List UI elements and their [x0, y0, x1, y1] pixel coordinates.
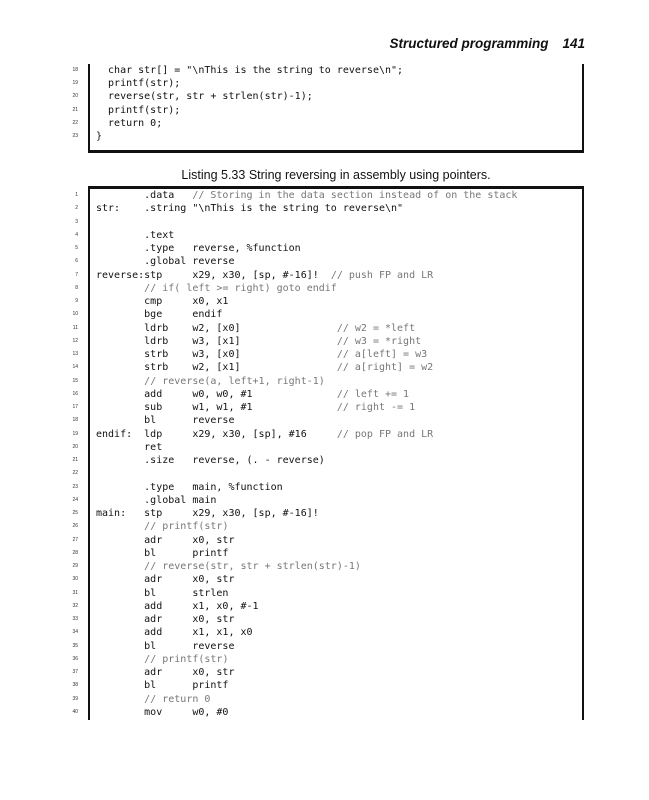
code-text [96, 534, 234, 547]
line-number: 33 [72, 616, 78, 622]
code-text [96, 666, 234, 679]
code-instruction: add x1, x1, x0 [96, 627, 253, 639]
line-number: 18 [72, 417, 78, 424]
line-number: 21 [72, 106, 78, 113]
line-number: 9 [75, 298, 78, 304]
code-text [96, 308, 222, 321]
code-text [96, 77, 180, 90]
code-instruction [96, 283, 144, 294]
code-text [96, 202, 403, 215]
code-line [72, 587, 582, 600]
code-comment: // printf(str) [144, 653, 229, 665]
code-line [72, 693, 582, 706]
line-number: 26 [72, 523, 78, 530]
line-number: 6 [75, 258, 78, 265]
code-line [72, 454, 582, 467]
code-instruction: cmp x0, x1 [96, 296, 229, 307]
code-text [96, 587, 228, 600]
line-number: 30 [72, 576, 78, 583]
code-text [96, 626, 253, 639]
code-text [96, 693, 210, 706]
code-text [96, 90, 313, 103]
line-number: 36 [72, 655, 78, 662]
code-instruction: ldrb w3, [x1] [96, 335, 337, 347]
code-instruction: adr x0, str [96, 667, 235, 678]
code-comment: // Storing in the data section instead of on the stack [192, 190, 518, 201]
line-number: 7 [75, 271, 78, 278]
code-text [96, 428, 433, 441]
code-line [75, 295, 582, 308]
code-text [96, 454, 325, 467]
code-line [75, 269, 582, 282]
code-comment: // reverse(a, left+1, right-1) [144, 375, 325, 387]
line-number: 11 [72, 324, 78, 331]
code-comment: // right -= 1 [336, 402, 416, 413]
code-line [72, 520, 582, 533]
code-instruction: mov w0, #0 [96, 706, 229, 718]
code-instruction: add x1, x0, #-1 [96, 600, 259, 612]
code-line [72, 90, 582, 103]
code-comment: // push FP and LR [330, 269, 434, 281]
line-number: 5 [75, 245, 78, 251]
code-instruction: adr x0, str [96, 614, 235, 625]
code-line [72, 130, 582, 143]
code-text [96, 613, 234, 626]
code-instruction: ldrb w2, [x0] [96, 322, 337, 334]
code-text [96, 679, 228, 692]
line-number: 23 [72, 483, 78, 490]
code-text [96, 507, 319, 520]
code-line [72, 666, 582, 679]
code-instruction: } [96, 130, 103, 142]
line-number: 1 [75, 192, 78, 198]
code-line [72, 626, 582, 639]
code-line [72, 640, 582, 653]
code-instruction: strb w3, [x0] [96, 349, 337, 360]
code-instruction: reverse(str, str + strlen(str)-1); [96, 91, 313, 103]
code-instruction: endif: ldp x29, x30, [sp], #16 [96, 428, 337, 440]
line-number: 3 [75, 218, 78, 225]
code-line [75, 189, 582, 202]
line-number: 10 [72, 311, 78, 318]
code-text [96, 242, 301, 255]
code-comment: // pop FP and LR [336, 428, 434, 440]
code-text [96, 388, 409, 401]
page-number: 141 [562, 36, 585, 51]
code-line [72, 322, 582, 335]
code-instruction: adr x0, str [96, 574, 235, 586]
code-line [72, 467, 582, 480]
code-instruction: char str[] = "\nThis is the string to reverse\n"; [96, 65, 404, 76]
code-comment: // a[left] = w3 [336, 349, 428, 360]
line-number: 39 [72, 695, 78, 702]
code-text [96, 441, 162, 454]
code-line [72, 679, 582, 692]
code-comment: // if( left >= right) goto endif [144, 282, 337, 294]
code-line [72, 401, 582, 414]
code-text [96, 189, 517, 202]
code-instruction: .data [96, 190, 193, 201]
line-number: 22 [72, 470, 78, 477]
code-text [96, 600, 259, 613]
code-instruction: bl printf [96, 680, 229, 692]
line-number: 16 [72, 390, 78, 397]
code-instruction: .type main, %function [96, 481, 283, 493]
code-comment: // reverse(str, str + strlen(str)-1) [144, 561, 361, 572]
code-line [72, 388, 582, 401]
code-line [72, 573, 582, 586]
line-number: 21 [72, 457, 78, 463]
code-text [96, 335, 421, 348]
code-instruction: ret [96, 441, 163, 453]
line-number: 18 [72, 67, 78, 73]
code-line [72, 481, 582, 494]
line-number: 20 [72, 93, 78, 100]
line-number: 31 [72, 589, 78, 596]
code-text [96, 117, 162, 130]
line-number: 22 [72, 119, 78, 126]
code-text [96, 414, 234, 427]
code-line [72, 534, 582, 547]
code-comment: // w2 = *left [336, 322, 416, 334]
line-number: 8 [75, 284, 78, 291]
code-text [96, 573, 234, 586]
code-line [72, 428, 582, 441]
code-line [75, 255, 582, 268]
code-instruction: strb w2, [x1] [96, 362, 337, 374]
code-instruction: reverse:stp x29, x30, [sp, #-16]! [96, 269, 331, 281]
code-text [96, 706, 228, 719]
code-text [96, 322, 415, 335]
code-instruction: bl reverse [96, 415, 235, 427]
line-number: 13 [72, 351, 78, 357]
code-line [72, 706, 582, 719]
code-line [72, 335, 582, 348]
code-instruction: bge endif [96, 309, 223, 321]
code-line [75, 229, 582, 242]
code-instruction: printf(str); [96, 78, 181, 90]
code-instruction: .global reverse [96, 256, 235, 268]
code-line [72, 104, 582, 117]
code-text [96, 130, 102, 143]
code-instruction: adr x0, str [96, 534, 235, 546]
code-line [72, 441, 582, 454]
code-text [96, 282, 337, 295]
code-instruction [96, 694, 144, 705]
line-number: 20 [72, 443, 78, 450]
code-instruction: bl reverse [96, 640, 235, 652]
code-comment: // printf(str) [144, 521, 229, 533]
code-text [96, 295, 228, 308]
code-line [75, 242, 582, 255]
code-line [72, 414, 582, 427]
code-line [72, 560, 582, 573]
code-line [72, 77, 582, 90]
code-text [96, 255, 234, 268]
line-number: 2 [75, 205, 78, 212]
code-instruction: .type reverse, %function [96, 243, 301, 254]
line-number: 19 [72, 430, 78, 437]
code-instruction: str: .string "\nThis is the string to reverse\n" [96, 203, 404, 215]
running-head [90, 36, 585, 51]
code-instruction: main: stp x29, x30, [sp, #-16]! [96, 508, 319, 519]
code-line [72, 494, 582, 507]
code-instruction: .text [96, 229, 175, 241]
line-number: 29 [72, 563, 78, 569]
code-instruction: .global main [96, 494, 217, 506]
line-number: 35 [72, 642, 78, 649]
code-line [75, 282, 582, 295]
code-instruction: bl printf [96, 547, 229, 559]
code-text [96, 547, 228, 560]
code-instruction [96, 521, 144, 532]
code-line [72, 308, 582, 321]
line-number: 28 [72, 549, 78, 556]
code-line [72, 375, 582, 388]
code-text [96, 348, 427, 361]
code-text [96, 269, 433, 282]
line-number: 23 [72, 132, 78, 139]
code-line [75, 202, 582, 215]
code-line [72, 547, 582, 560]
code-line [72, 507, 582, 520]
code-text [96, 361, 433, 374]
code-line [72, 653, 582, 666]
line-number: 14 [72, 364, 78, 371]
code-text [96, 375, 325, 388]
line-number: 32 [72, 602, 78, 609]
code-instruction: .size reverse, (. - reverse) [96, 455, 325, 466]
code-instruction: bl strlen [96, 587, 229, 599]
code-comment: // left += 1 [336, 388, 410, 400]
line-number: 4 [75, 231, 78, 238]
code-line [72, 64, 582, 77]
code-text [96, 104, 180, 117]
code-comment: // return 0 [144, 693, 211, 705]
code-text [96, 653, 228, 666]
code-text [96, 640, 234, 653]
line-number: 12 [72, 337, 78, 344]
line-number: 40 [72, 708, 78, 715]
code-text [96, 401, 415, 414]
line-number: 17 [72, 404, 78, 410]
code-instruction: printf(str); [96, 104, 181, 116]
code-text [96, 229, 174, 242]
code-line [75, 216, 582, 229]
code-instruction [96, 654, 144, 665]
line-number: 37 [72, 669, 78, 675]
chapter-title: Structured programming [389, 36, 549, 51]
code-line [72, 348, 582, 361]
code-text [96, 560, 361, 573]
code-instruction: add w0, w0, #1 [96, 388, 337, 400]
code-instruction: sub w1, w1, #1 [96, 402, 337, 413]
code-instruction: return 0; [96, 117, 163, 129]
code-text [96, 64, 403, 77]
code-comment: // a[right] = w2 [336, 362, 434, 374]
line-number: 19 [72, 80, 78, 87]
code-listing-assembly [72, 186, 584, 720]
code-instruction [96, 561, 144, 572]
listing-caption: Listing 5.33 String reversing in assembly using pointers. [181, 168, 491, 182]
line-number: 15 [72, 377, 78, 384]
code-text [96, 520, 228, 533]
code-comment: // w3 = *right [336, 335, 422, 347]
code-line [72, 361, 582, 374]
code-listing-c-tail [72, 64, 584, 153]
code-line [72, 613, 582, 626]
line-number: 25 [72, 510, 78, 516]
line-number: 34 [72, 629, 78, 636]
code-instruction [96, 376, 144, 387]
code-text [96, 494, 216, 507]
line-number: 24 [72, 496, 78, 503]
line-number: 27 [72, 536, 78, 543]
code-line [72, 600, 582, 613]
code-text [96, 481, 283, 494]
line-number: 38 [72, 682, 78, 689]
code-line [72, 117, 582, 130]
